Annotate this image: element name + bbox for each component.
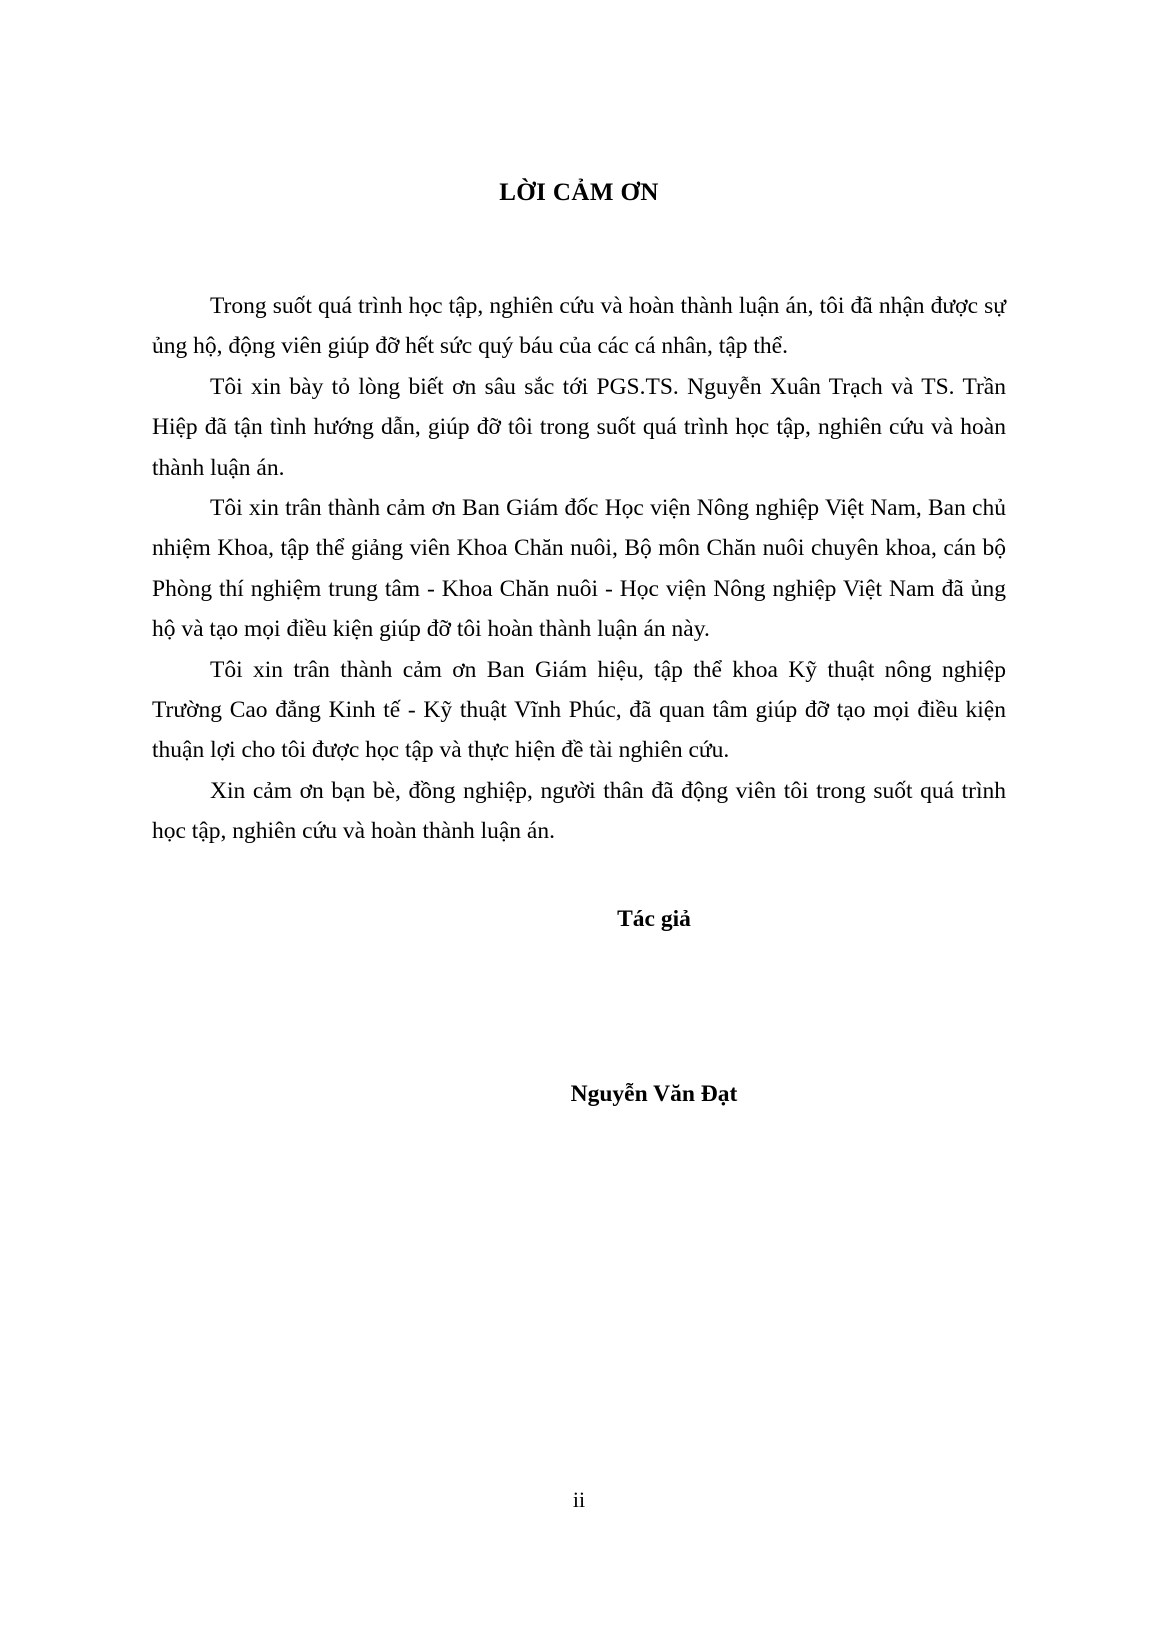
paragraph: Trong suốt quá trình học tập, nghiên cứu và hoàn thành luận án, tôi đã nhận được sự ủng hộ, động viên giúp đỡ hết sức quý báu của các cá nhân, tập thể. xyxy=(152,293,1006,360)
paragraph: Tôi xin bày tỏ lòng biết ơn sâu sắc tới PGS.TS. Nguyễn Xuân Trạch và TS. Trần Hiệp đã tận tình hướng dẫn, giúp đỡ tôi trong suốt quá trình học tập, nghiên cứu và hoàn thành luận án. xyxy=(152,373,1006,481)
signature-role: Tác giả xyxy=(617,905,691,932)
page-content xyxy=(152,0,1006,1108)
page-number: ii xyxy=(572,1487,586,1512)
signature-name: Nguyễn Văn Đạt xyxy=(570,1080,738,1107)
paragraph: Xin cảm ơn bạn bè, đồng nghiệp, người thân đã động viên tôi trong suốt quá trình học tập, nghiên cứu và hoàn thành luận án. xyxy=(152,777,1006,845)
paragraph: Tôi xin trân thành cảm ơn Ban Giám hiệu, tập thể khoa Kỹ thuật nông nghiệp Trường Cao đẳng Kinh tế - Kỹ thuật Vĩnh Phúc, đã quan tâm giúp đỡ tạo mọi điều kiện thuận lợi cho tôi được học tập và thực hiện đề tài nghiên cứu. xyxy=(152,656,1006,764)
acknowledgement-body xyxy=(152,286,1006,852)
paragraph: Tôi xin trân thành cảm ơn Ban Giám đốc Học viện Nông nghiệp Việt Nam, Ban chủ nhiệm Khoa, tập thể giảng viên Khoa Chăn nuôi, Bộ môn Chăn nuôi chuyên khoa, cán bộ Phòng thí nghiệm trung tâm - Khoa Chăn nuôi - Học viện Nông nghiệp Việt Nam đã ủng hộ và tạo mọi điều kiện giúp đỡ tôi hoàn thành luận án này. xyxy=(152,495,1006,643)
page-title: LỜI CẢM ƠN xyxy=(499,179,659,206)
